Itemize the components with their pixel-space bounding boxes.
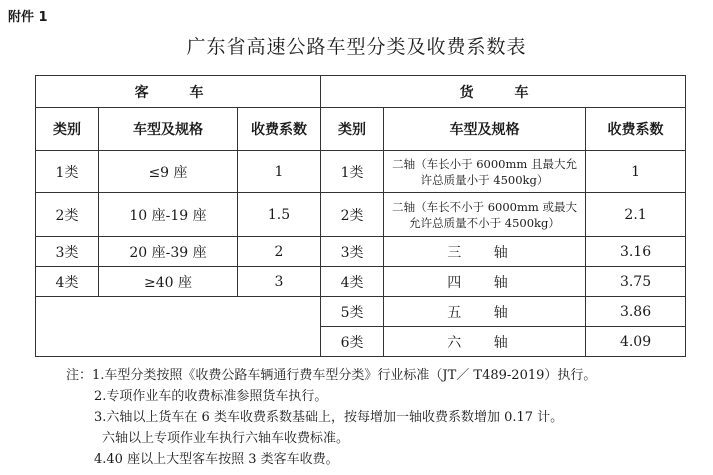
passenger-spec-header: 车型及规格	[99, 108, 238, 151]
truck-coef-cell: 3.86	[586, 297, 686, 327]
passenger-spec-cell: 10 座-19 座	[99, 193, 238, 237]
truck-spec-cell: 四 轴	[384, 267, 586, 297]
truck-coef-cell: 4.09	[586, 327, 686, 357]
table-row	[36, 267, 686, 297]
passenger-class-header: 类别	[36, 108, 99, 151]
table-row	[36, 151, 686, 193]
truck-coef-cell: 3.75	[586, 267, 686, 297]
passenger-group-header: 客 车	[36, 76, 321, 108]
fee-table	[35, 75, 686, 357]
truck-coef-cell: 1	[586, 151, 686, 193]
column-header-row	[36, 108, 686, 151]
note-line: 六轴以上专项作业车执行六轴车收费标准。	[102, 431, 350, 446]
passenger-coef-cell: 2	[238, 237, 321, 267]
page-title: 广东省高速公路车型分类及收费系数表	[186, 36, 527, 58]
truck-class-cell: 2类	[321, 193, 384, 237]
truck-spec-cell: 五 轴	[384, 297, 586, 327]
table-row	[36, 237, 686, 267]
truck-class-header: 类别	[321, 108, 384, 151]
truck-spec-cell: 二轴（车长不小于 6000mm 或最大允许总质量不小于 4500kg）	[384, 193, 586, 237]
group-header-row	[36, 76, 686, 108]
truck-spec-header: 车型及规格	[384, 108, 586, 151]
truck-group-header: 货 车	[321, 76, 686, 108]
passenger-spec-cell: ≥40 座	[99, 267, 238, 297]
note-line: 3.六轴以上货车在 6 类车收费系数基础上，按每增加一轴收费系数增加 0.17 计。	[94, 410, 564, 425]
attachment-label: 附件 1	[8, 10, 48, 25]
passenger-class-cell: 2类	[36, 193, 99, 237]
note-line: 4.40 座以上大型客车按照 3 类客车收费。	[94, 452, 339, 467]
truck-coef-cell: 2.1	[586, 193, 686, 237]
truck-class-cell: 3类	[321, 237, 384, 267]
passenger-coef-header: 收费系数	[238, 108, 321, 151]
truck-class-cell: 5类	[321, 297, 384, 327]
passenger-class-cell: 1类	[36, 151, 99, 193]
passenger-coef-cell: 3	[238, 267, 321, 297]
note-line: 2.专项作业车的收费标准参照货车执行。	[94, 389, 328, 404]
truck-coef-cell: 3.16	[586, 237, 686, 267]
truck-spec-cell: 六 轴	[384, 327, 586, 357]
passenger-coef-cell: 1.5	[238, 193, 321, 237]
table-row	[36, 297, 686, 327]
table-row	[36, 193, 686, 237]
truck-class-cell: 4类	[321, 267, 384, 297]
passenger-class-cell: 4类	[36, 267, 99, 297]
notes-section	[66, 365, 706, 470]
truck-spec-cell: 三 轴	[384, 237, 586, 267]
passenger-spec-cell: ≤9 座	[99, 151, 238, 193]
passenger-spec-cell: 20 座-39 座	[99, 237, 238, 267]
passenger-coef-cell: 1	[238, 151, 321, 193]
passenger-empty-cell	[36, 297, 321, 357]
truck-spec-cell: 二轴（车长小于 6000mm 且最大允许总质量小于 4500kg）	[384, 151, 586, 193]
truck-coef-header: 收费系数	[586, 108, 686, 151]
note-line: 注：1.车型分类按照《收费公路车辆通行费车型分类》行业标准（JT／ T489-2019）执行。	[66, 368, 597, 383]
truck-class-cell: 1类	[321, 151, 384, 193]
truck-class-cell: 6类	[321, 327, 384, 357]
passenger-class-cell: 3类	[36, 237, 99, 267]
